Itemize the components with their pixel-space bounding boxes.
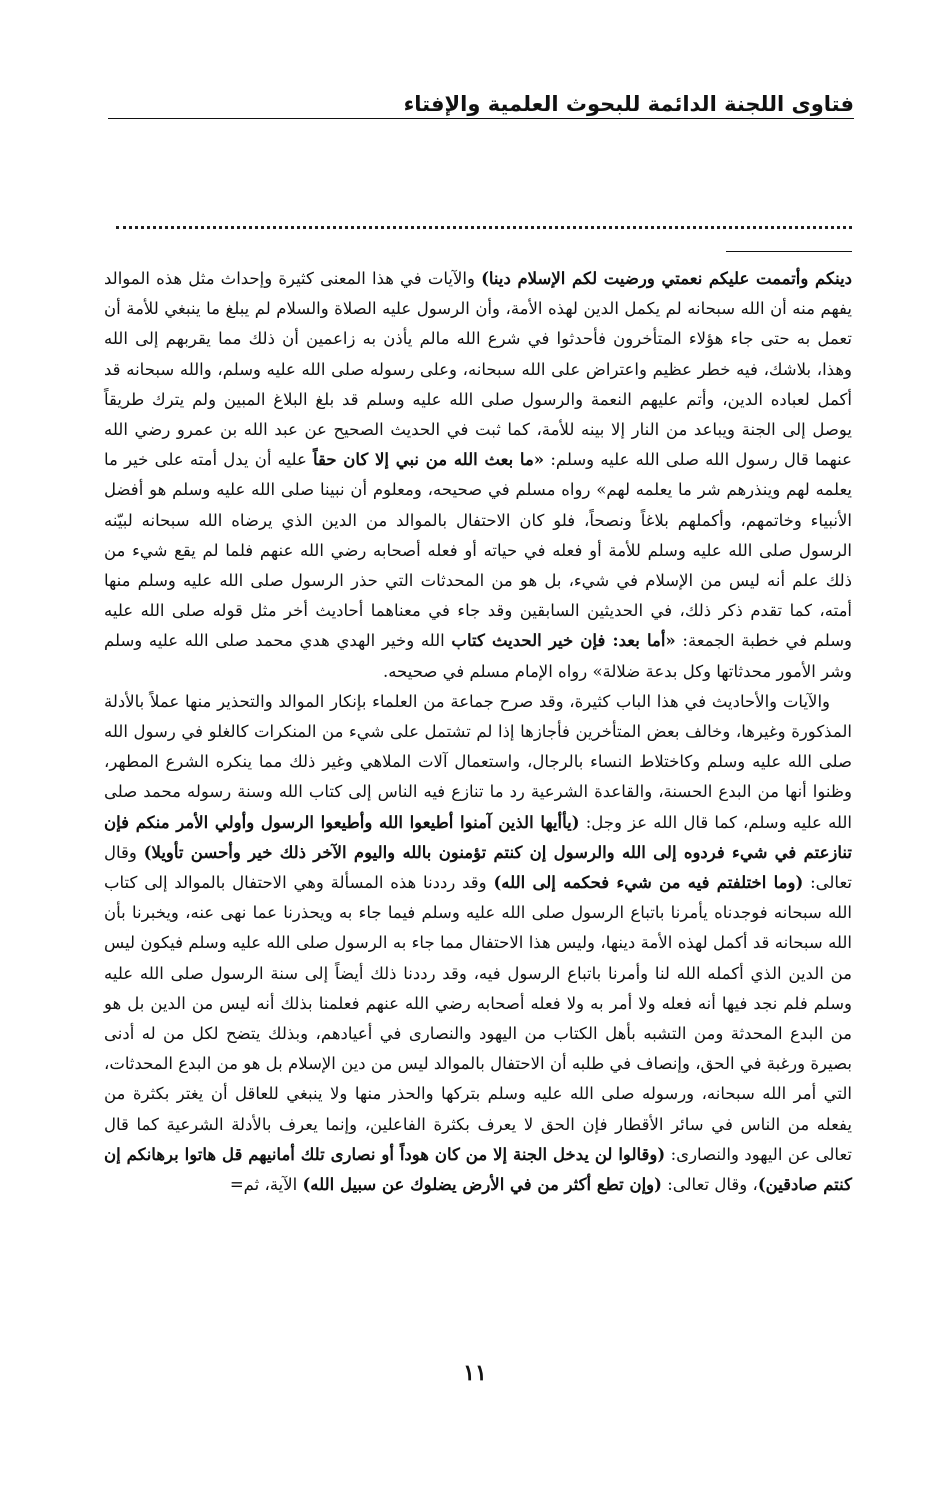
- running-header: [108, 92, 854, 124]
- paragraph-text: الله وخير الهدي هدي محمد صلى الله عليه وسلم وشر الأمور محدثاتها وكل بدعة ضلالة» رواه الإمام مسلم في صحيحه.: [104, 631, 852, 681]
- header-title: فتاوى اللجنة الدائمة للبحوث العلمية والإفتاء: [400, 92, 854, 116]
- quran-quote: دينكم وأتممت عليكم نعمتي ورضيت لكم الإسلام دينا): [481, 269, 853, 288]
- paragraph-1: [104, 264, 852, 687]
- dotted-separator: [116, 226, 852, 229]
- paragraph-text: عليه أن يدل أمته على خير ما يعلمه لهم وينذرهم شر ما يعلمه لهم» رواه مسلم في صحيحه، ومعلوم أن نبينا صلى الله عليه وسلم هو أفضل الأنبياء وخاتمهم، وأكملهم بلاغاً ونصحاً، فلو كان الاحتفال بالموالد من الدين الذي يرضاه الله سبحانه لبيّنه الرسول صلى الله عليه وسلم للأمة أو فعله في حياته أو فعله أصحابه رضي الله عنهم فلما لم يقع شيء من ذلك علم أنه ليس من الإسلام في شيء، بل هو من المحدثات التي حذر الرسول صلى الله عليه وسلم منها أمته، كما تقدم ذكر ذلك، في الحديثين السابقين وقد جاء في معناهما أحاديث أخر مثل قوله صلى الله عليه وسلم في خطبة الجمعة:: [104, 450, 852, 651]
- quran-quote: (وقالوا لن يدخل الجنة إلا من كان هوداً أو نصارى تلك أمانيهم قل هاتوا برهانكم إن كنتم صادقين): [104, 1144, 852, 1195]
- paragraph-text: وقد رددنا هذه المسألة وهي الاحتفال بالموالد إلى كتاب الله سبحانه فوجدناه يأمرنا باتباع الرسول صلى الله عليه وسلم فيما جاء به ويحذرنا عما نهى عنه، ويخبرنا بأن الله سبحانه قد أكمل لهذه الأمة دينها، وليس هذا الاحتفال مما جاء به الرسول صلى الله عليه وسلم فيكون ليس من الدين الذي أكمله الله لنا وأمرنا باتباع الرسول فيه، وقد رددنا ذلك أيضاً إلى سنة الرسول صلى الله عليه وسلم فلم نجد فيها أنه فعله ولا أمر به ولا فعله أصحابه رضي الله عنهم فعلمنا بذلك أنه ليس من الدين بل هو من البدع المحدثة ومن التشبه بأهل الكتاب من اليهود والنصارى في أعيادهم، وبذلك يتضح لكل من له أدنى بصيرة ورغبة في الحق، وإنصاف في طلبه أن الاحتفال بالموالد ليس من دين الإسلام بل هو من البدع المحدثات، التي أمر الله سبحانه، ورسوله صلى الله عليه وسلم بتركها والحذر منها ولا ينبغي للعاقل أن يغتر بكثرة من يفعله من الناس في سائر الأقطار فإن الحق لا يعرف بكثرة الفاعلين، وإنما يعرف بالأدلة الشرعية كما قال تعالى عن اليهود والنصارى:: [104, 873, 852, 1164]
- paragraph-text: والآيات في هذا المعنى كثيرة وإحداث مثل هذه الموالد يفهم منه أن الله سبحانه لم يكمل الدين لهذه الأمة، وأن الرسول عليه الصلاة والسلام لم يبلغ ما ينبغي للأمة أن تعمل به حتى جاء هؤلاء المتأخرون فأحدثوا في شرع الله مالم يأذن به زاعمين أن ذلك مما يقربهم إلى الله وهذا، بلاشك، فيه خطر عظيم واعتراض على الله سبحانه، وعلى رسوله صلى الله عليه وسلم، والله سبحانه قد أكمل لعباده الدين، وأتم عليهم النعمة والرسول صلى الله عليه وسلم قد بلغ البلاغ المبين ولم يترك طريقاً يوصل إلى الجنة ويباعد من النار إلا بينه للأمة، كما ثبت في الحديث الصحيح عن عبد الله بن عمرو رضي الله عنهما قال رسول الله صلى الله عليه وسلم:: [104, 269, 852, 470]
- paragraph-text: الآية، ثم=: [229, 1175, 303, 1195]
- paragraph-text: والآيات والأحاديث في هذا الباب كثيرة، وقد صرح جماعة من العلماء بإنكار الموالد والتحذير منها عملاً بالأدلة المذكورة وغيرها، وخالف بعض المتأخرين فأجازها إذا لم تشتمل على شيء من المنكرات كالغلو في رسول الله صلى الله عليه وسلم وكاختلاط النساء بالرجال، واستعمال آلات الملاهي وغير ذلك مما ينكره الشرع المطهر، وظنوا أنها من البدع الحسنة، والقاعدة الشرعية رد ما تنازع فيه الناس إلى كتاب الله وسنة رسوله محمد صلى الله عليه وسلم، كما قال الله عز وجل:: [104, 691, 852, 832]
- hadith-quote: «أما بعد: فإن خير الحديث كتاب: [451, 631, 676, 651]
- body-text: [104, 264, 852, 1200]
- paragraph-text: وقال تعالى:: [104, 842, 852, 893]
- quran-quote: (وما اختلفتم فيه من شيء فحكمه إلى الله): [493, 873, 804, 893]
- hadith-quote: «ما بعث الله من نبي إلا كان حقاً: [313, 450, 545, 470]
- paragraph-text: ، وقال تعالى:: [661, 1175, 758, 1195]
- quran-quote: (وإن تطع أكثر من في الأرض يضلوك عن سبيل الله): [302, 1175, 662, 1195]
- header-rule: [108, 118, 854, 119]
- paragraph-2: [104, 687, 852, 1200]
- footnote-rule: [726, 251, 852, 252]
- page-number: ١١: [463, 1360, 487, 1386]
- quran-quote: (يأأيها الذين آمنوا أطيعوا الله وأطيعوا الرسول وأولي الأمر منكم فإن تنازعتم في شيء فردوه إلى الله والرسول إن كنتم تؤمنون بالله واليوم الآخر ذلك خير وأحسن تأويلا): [104, 812, 852, 862]
